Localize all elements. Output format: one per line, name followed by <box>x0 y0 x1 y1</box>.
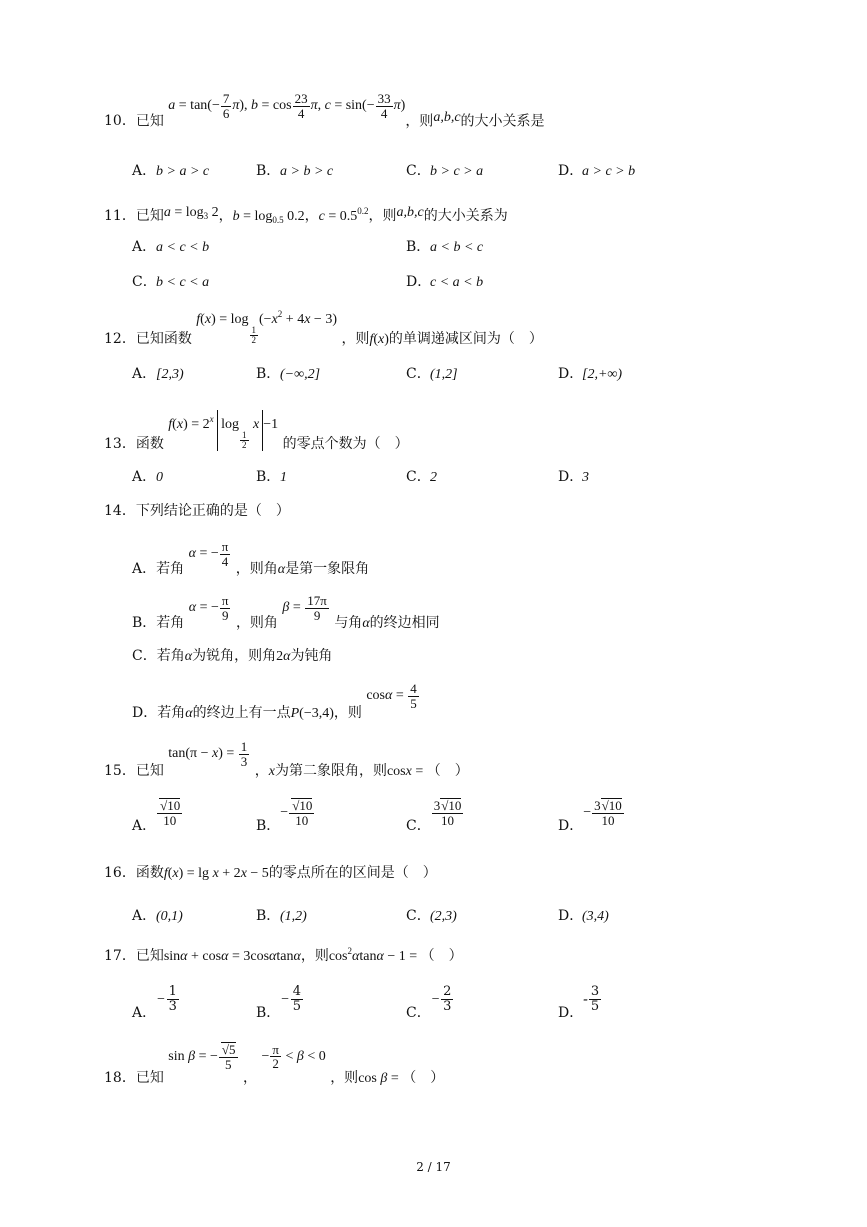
q11-option-c[interactable]: C．b < c < a <box>132 274 210 290</box>
question-14: 14．下列结论正确的是（ ） <box>104 503 290 519</box>
q15-option-c[interactable]: C． $\frac{3√10}{10}$ <box>406 798 462 834</box>
q16-option-d[interactable]: D．(3,4) <box>558 908 609 924</box>
question-17: 17．已知sinα + cosα = 3cosαtanα，则$\cos^2\alpha\tan\alpha - 1$ = （ ） <box>104 946 463 964</box>
q17-option-c[interactable]: C．− $\frac{2}{3}$ <box>406 984 452 1022</box>
q14-option-b[interactable]: B．若角 α = − $\frac{\pi}{9}$ ，则角 β = $\frac{17\pi}{9}$ 与角α的终边相同 <box>132 593 440 632</box>
q17-option-d[interactable]: D．- $\frac{3}{5}$ <box>558 984 600 1022</box>
q17-option-b[interactable]: B．− $\frac{4}{5}$ <box>256 984 302 1022</box>
question-10: 10．已知 a = tan(− $\frac{7}{6}$ π), b = cos $\frac{23}{4}$ π, c = sin(− $\frac{33}{4}$ π)，则a,b,c的大小关系是 <box>104 91 545 130</box>
q13-formula: $f(x) = 2^x$ log $\frac{1}{2}$ x −1 <box>168 417 278 432</box>
q14-option-a[interactable]: A．若角 α = − $\frac{\pi}{4}$ ，则角α是第一象限角 <box>132 539 370 578</box>
q13-option-a[interactable]: A．0 <box>132 469 163 485</box>
q12-option-a[interactable]: A．[2,3) <box>132 366 184 382</box>
q13-option-d[interactable]: D．3 <box>558 469 589 485</box>
q11-option-d[interactable]: D．c < a < b <box>406 274 484 290</box>
q10-option-d[interactable]: D．a > c > b <box>558 163 636 179</box>
q12-option-c[interactable]: C．(1,2] <box>406 366 458 382</box>
q15-option-d[interactable]: D．− $\frac{3√10}{10}$ <box>558 798 622 834</box>
q16-option-b[interactable]: B．(1,2) <box>256 908 307 924</box>
q12-option-b[interactable]: B．(−∞,2] <box>256 366 321 382</box>
question-13: 13．函数 $f(x) = 2^x$ log $\frac{1}{2}$ x −1 的零点个数为（ ） <box>104 410 409 451</box>
q12-formula: f(x) = log $\frac{1}{2}$ $(-x^2 + 4x - 3)$ <box>196 309 337 346</box>
q15-option-b[interactable]: B．− $\frac{√10}{10}$ <box>256 798 313 834</box>
q16-option-c[interactable]: C．(2,3) <box>406 908 457 924</box>
q11-option-b[interactable]: B．a < b < c <box>406 239 484 255</box>
question-18: 18．已知 sin β = − $\frac{√5}{5}$ ， − $\frac{\pi}{2}$ < β < 0 ，则cos β = （ ） <box>104 1041 445 1086</box>
question-16: 16．函数f(x) = lg x + 2x − 5的零点所在的区间是（ ） <box>104 865 437 881</box>
q16-option-a[interactable]: A．(0,1) <box>132 908 183 924</box>
q10-option-a[interactable]: A．b > a > c <box>132 163 210 179</box>
question-15: 15．已知 tan(π − x) = $\frac{1}{3}$ ，x为第二象限角，则cosx = （ ） <box>104 739 469 780</box>
q11-option-a[interactable]: A．a < c < b <box>132 239 210 255</box>
q10-formula: a = tan(− $\frac{7}{6}$ π), b = cos $\frac{23}{4}$ π, c = sin(− $\frac{33}{4}$ π) <box>168 91 406 121</box>
q15-option-a[interactable]: A． $\frac{√10}{10}$ <box>132 798 181 834</box>
q13-option-b[interactable]: B．1 <box>256 469 287 485</box>
q12-option-d[interactable]: D．[2,+∞) <box>558 366 623 382</box>
page-number: 2 / 17 <box>416 1160 451 1174</box>
q10-option-c[interactable]: C．b > c > a <box>406 163 484 179</box>
q14-option-c[interactable]: C．若角α为锐角，则角2α为钝角 <box>132 648 333 664</box>
q13-option-c[interactable]: C．2 <box>406 469 437 485</box>
question-11: 11．已知$a = \log_3 2$，$b = \log_{0.5} 0.2$，$c = 0.5^{0.2}$，则a,b,c的大小关系为 <box>104 205 508 225</box>
question-12: 12．已知函数 f(x) = log $\frac{1}{2}$ $(-x^2 + 4x - 3)$ ，则f(x)的单调递减区间为（ ） <box>104 309 543 347</box>
q17-option-a[interactable]: A．− $\frac{1}{3}$ <box>132 984 177 1022</box>
q10-option-b[interactable]: B．a > b > c <box>256 163 334 179</box>
q14-option-d[interactable]: D．若角α的终边上有一点P(−3,4)，则 cosα = $\frac{4}{5}$ <box>132 681 417 722</box>
